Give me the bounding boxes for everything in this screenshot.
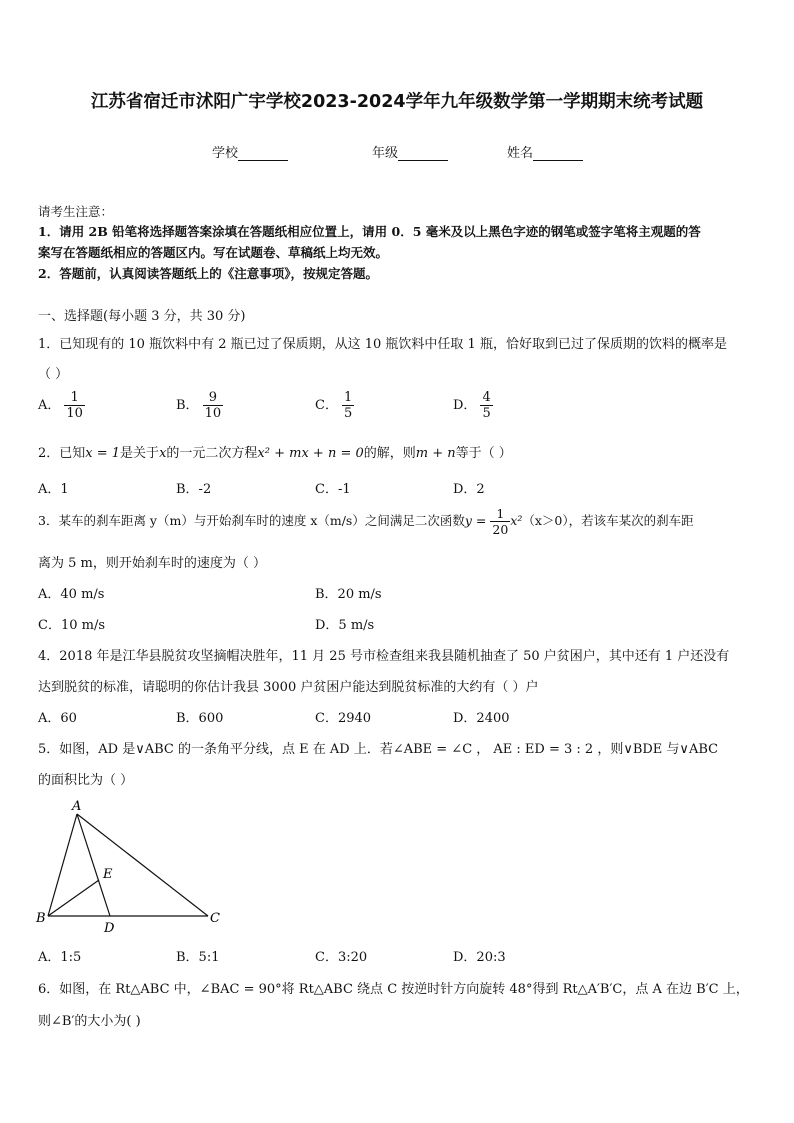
q5-option-b: B．5:1 xyxy=(176,950,220,965)
q2-option-c: C．-1 xyxy=(315,482,351,497)
q2-mid1: 是关于 xyxy=(120,446,160,461)
q4-line1: 4．2018 年是江华县脱贫攻坚摘帽决胜年，11 月 25 号市检查组来我县随机抽查了 50 户贫困户，其中还有 1 户还没有 xyxy=(38,649,730,664)
label-c: C xyxy=(210,911,220,926)
grade-field xyxy=(372,142,448,161)
label-b: B xyxy=(36,911,46,926)
option-label: C． xyxy=(315,398,338,413)
q6-line2: 则∠B′的大小为( ) xyxy=(38,1014,141,1029)
q2-eq3: m + n xyxy=(415,446,456,461)
name-label: 姓名 xyxy=(507,146,534,161)
q1-line2: （ ） xyxy=(38,367,69,382)
q2-option-a: A．1 xyxy=(38,482,69,497)
grade-blank xyxy=(398,148,448,161)
q2-stem xyxy=(38,442,512,461)
q5-triangle-figure xyxy=(30,796,230,938)
q3-line1 xyxy=(38,506,694,537)
q6-line1: 6．如图，在 Rt△ABC 中，∠BAC = 90°将 Rt△ABC 绕点 C 按逆时针方向旋转 48°得到 Rt△A′B′C，点 A 在边 B′C 上， xyxy=(38,982,749,997)
q3-line2: 离为 5 m，则开始刹车时的速度为（ ） xyxy=(38,556,266,571)
numerator: 1 xyxy=(64,390,85,406)
q3-option-d: D．5 m/s xyxy=(315,618,375,633)
q5-option-a: A．1:5 xyxy=(38,950,82,965)
segment-be xyxy=(48,880,99,916)
denominator: 10 xyxy=(204,406,222,421)
q3-fraction xyxy=(490,506,510,537)
q4-option-c: C．2940 xyxy=(315,711,372,726)
q2-eq1: x = 1 xyxy=(85,446,121,461)
section-heading: 一、选择题(每小题 3 分，共 30 分) xyxy=(38,309,246,324)
q1-option-b xyxy=(176,390,223,421)
q2-option-b: B．-2 xyxy=(176,482,212,497)
q3-option-a: A．40 m/s xyxy=(38,587,105,602)
q1-option-a xyxy=(38,390,85,421)
denominator: 5 xyxy=(482,406,491,421)
q4-option-a: A．60 xyxy=(38,711,77,726)
numerator: 4 xyxy=(482,390,491,405)
label-a: A xyxy=(72,799,82,814)
school-label: 学校 xyxy=(212,146,239,161)
notice-item1-line2: 案写在答题纸相应的答题区内。写在试题卷、草稿纸上均无效。 xyxy=(38,245,389,260)
school-field xyxy=(212,142,288,161)
numerator: 9 xyxy=(203,390,224,406)
page-title: 江苏省宿迁市沭阳广宇学校2023-2024学年九年级数学第一学期期末统考试题 xyxy=(90,92,704,112)
q3-part2: （x＞0），若该车某次的刹车距 xyxy=(522,513,694,528)
numerator: 1 xyxy=(343,390,353,405)
fraction xyxy=(342,390,354,421)
name-blank xyxy=(533,148,583,161)
fraction xyxy=(64,390,85,421)
option-label: D． xyxy=(453,398,477,413)
denominator: 10 xyxy=(66,406,83,421)
fraction xyxy=(480,390,492,421)
name-field xyxy=(507,142,583,161)
q4-line2: 达到脱贫的标准，请聪明的你估计我县 3000 户贫困户能达到脱贫标准的大约有（ ）户 xyxy=(38,680,539,695)
label-e: E xyxy=(103,867,113,882)
segment-ab xyxy=(48,814,77,916)
notice-item2: 2．答题前，认真阅读答题纸上的《注意事项》，按规定答题。 xyxy=(38,266,378,281)
q1-line1: 1．已知现有的 10 瓶饮料中有 2 瓶已过了保质期，从这 10 瓶饮料中任取 1 瓶，恰好取到已过了保质期的饮料的概率是 xyxy=(38,337,727,352)
q2-mid3: 的解，则 xyxy=(363,446,416,461)
q1-option-d xyxy=(453,390,493,421)
q3-option-c: C．10 m/s xyxy=(38,618,105,633)
label-d: D xyxy=(104,921,115,936)
q1-option-c xyxy=(315,390,354,421)
q2-eq2: x² + mx + n = 0 xyxy=(257,446,364,461)
q2-var: x xyxy=(159,446,167,461)
notice-item1-line1: 1．请用 2B 铅笔将选择题答案涂填在答题纸相应位置上，请用 0．5 毫米及以上黑色字迹的钢笔或签字笔将主观题的答 xyxy=(38,224,701,239)
fraction xyxy=(203,390,224,421)
q5-line2: 的面积比为（ ） xyxy=(38,773,134,788)
q5-option-c: C．3:20 xyxy=(315,950,368,965)
option-label: B． xyxy=(176,398,199,413)
q2-suffix: 等于（ ） xyxy=(455,446,512,461)
grade-label: 年级 xyxy=(372,146,399,161)
q3-func-lhs: y = xyxy=(464,513,487,528)
q3-part1: 3．某车的刹车距离 y（m）与开始刹车时的速度 x（m/s）之间满足二次函数 xyxy=(38,513,465,528)
q5-line1: 5．如图，AD 是∨ABC 的一条角平分线，点 E 在 AD 上．若∠ABE = ∠C ， AE : ED = 3 : 2 ，则∨BDE 与∨ABC xyxy=(38,742,719,757)
school-blank xyxy=(238,148,288,161)
segment-ac xyxy=(77,814,208,916)
notice-heading: 请考生注意： xyxy=(38,204,114,219)
q3-option-b: B．20 m/s xyxy=(315,587,382,602)
segment-ad xyxy=(77,814,110,916)
denominator: 5 xyxy=(343,406,353,421)
q4-option-b: B．600 xyxy=(176,711,224,726)
q4-option-d: D．2400 xyxy=(453,711,510,726)
q5-option-d: D．20:3 xyxy=(453,950,506,965)
q2-option-d: D．2 xyxy=(453,482,485,497)
q2-mid2: 的一元二次方程 xyxy=(166,446,258,461)
q3-func-rhs: x² xyxy=(510,513,523,528)
option-label: A． xyxy=(38,398,61,413)
numerator: 1 xyxy=(490,506,510,522)
denominator: 20 xyxy=(492,522,509,537)
q2-prefix: 2．已知 xyxy=(38,446,86,461)
